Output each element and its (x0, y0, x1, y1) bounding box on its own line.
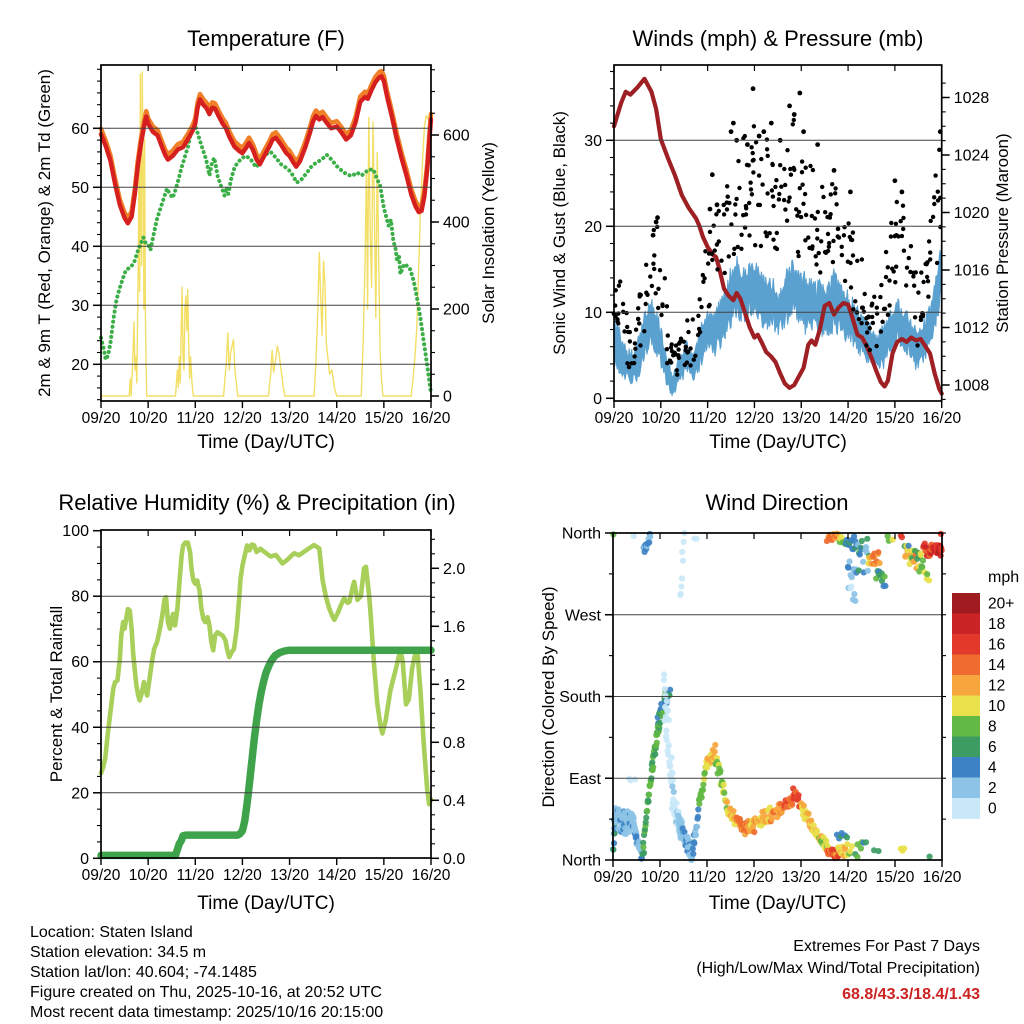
svg-text:30: 30 (71, 297, 89, 315)
pressure-right-axis-label: Station Pressure (Maroon) (993, 133, 1012, 333)
svg-text:0: 0 (988, 800, 997, 818)
svg-text:60: 60 (71, 120, 89, 138)
svg-text:0.0: 0.0 (443, 850, 466, 868)
svg-text:11/20: 11/20 (176, 867, 215, 884)
svg-text:60: 60 (71, 654, 89, 672)
svg-text:400: 400 (443, 214, 470, 232)
direction-x-axis-label: Time (Day/UTC) (708, 893, 847, 914)
wind-direction-panel-title: Wind Direction (705, 490, 849, 515)
svg-text:1024: 1024 (953, 147, 990, 165)
percent-rainfall-axis-label: Percent & Total Rainfall (47, 605, 66, 783)
svg-text:10/20: 10/20 (128, 867, 168, 884)
svg-text:30: 30 (584, 132, 602, 150)
svg-text:0: 0 (443, 388, 452, 406)
svg-text:20: 20 (584, 218, 602, 236)
svg-text:6: 6 (988, 738, 997, 756)
humidity-precip-panel-title: Relative Humidity (%) & Precipitation (in) (58, 490, 456, 515)
svg-text:40: 40 (71, 238, 89, 256)
svg-text:11/20: 11/20 (176, 410, 215, 427)
svg-text:13/20: 13/20 (270, 410, 309, 427)
direction-axis-label: Direction (Colored By Speed) (539, 586, 558, 808)
svg-text:1028: 1028 (953, 90, 990, 107)
svg-text:16/20: 16/20 (922, 410, 962, 427)
svg-text:1016: 1016 (953, 262, 990, 280)
svg-text:16/20: 16/20 (411, 410, 451, 427)
data-timestamp-text: Most recent data timestamp: 2025/10/16 20:15:00 (30, 1004, 384, 1021)
figure-created-text: Figure created on Thu, 2025-10-16, at 20:52 UTC (30, 984, 382, 1001)
svg-text:1008: 1008 (953, 377, 990, 395)
svg-text:1020: 1020 (953, 205, 990, 222)
humidity-precip-panel-graphics (101, 542, 431, 855)
temperature-panel-graphics (101, 71, 431, 396)
wind-left-axis-label: Sonic Wind & Gust (Blue, Black) (550, 111, 569, 355)
winds-x-axis-label: Time (Day/UTC) (709, 432, 847, 453)
svg-text:18: 18 (988, 615, 1006, 633)
svg-text:16/20: 16/20 (922, 869, 962, 886)
svg-text:1.2: 1.2 (443, 676, 466, 694)
svg-text:0.4: 0.4 (443, 792, 466, 810)
svg-text:1012: 1012 (953, 320, 990, 337)
svg-text:8: 8 (988, 718, 997, 736)
svg-text:14/20: 14/20 (317, 867, 357, 884)
svg-text:13/20: 13/20 (270, 867, 309, 884)
svg-text:14/20: 14/20 (828, 869, 868, 886)
svg-text:13/20: 13/20 (781, 410, 821, 427)
svg-text:0: 0 (593, 390, 602, 408)
svg-text:1.6: 1.6 (443, 618, 466, 636)
svg-text:2.0: 2.0 (443, 560, 466, 578)
svg-text:13/20: 13/20 (781, 869, 821, 886)
svg-text:10/20: 10/20 (128, 410, 168, 427)
svg-text:09/20: 09/20 (594, 410, 634, 427)
svg-text:0.8: 0.8 (443, 734, 466, 752)
svg-text:North: North (561, 852, 601, 870)
svg-text:11/20: 11/20 (688, 869, 726, 886)
svg-text:40: 40 (71, 719, 89, 737)
svg-text:2: 2 (988, 779, 997, 797)
svg-text:16: 16 (988, 636, 1006, 654)
winds-axes (584, 65, 989, 427)
svg-text:50: 50 (71, 179, 89, 197)
svg-text:16/20: 16/20 (411, 867, 451, 884)
svg-text:14/20: 14/20 (828, 410, 868, 427)
winds-pressure-panel-title: Winds (mph) & Pressure (mb) (632, 26, 924, 51)
svg-text:600: 600 (443, 127, 470, 145)
svg-text:10: 10 (988, 697, 1006, 715)
station-elevation-text: Station elevation: 34.5 m (30, 944, 207, 961)
svg-text:15/20: 15/20 (364, 867, 404, 884)
svg-text:12/20: 12/20 (734, 869, 774, 886)
temp-x-axis-label: Time (Day/UTC) (197, 432, 335, 453)
svg-text:100: 100 (62, 523, 89, 541)
svg-text:West: West (564, 607, 601, 625)
svg-text:10: 10 (584, 304, 602, 322)
temperature-panel-title: Temperature (F) (187, 26, 345, 51)
svg-text:11/20: 11/20 (688, 410, 727, 427)
extremes-subtitle-text: (High/Low/Max Wind/Total Precipitation) (696, 960, 980, 977)
svg-text:North: North (561, 525, 601, 543)
temp-left-axis-label: 2m & 9m T (Red, Orange) & 2m Td (Green) (35, 69, 54, 397)
speed-colorbar (952, 593, 1014, 819)
svg-text:20: 20 (71, 356, 89, 374)
svg-text:80: 80 (71, 588, 89, 606)
svg-text:15/20: 15/20 (875, 869, 915, 886)
svg-text:4: 4 (988, 759, 997, 777)
svg-text:10/20: 10/20 (641, 410, 681, 427)
svg-text:200: 200 (443, 301, 470, 319)
svg-text:10/20: 10/20 (640, 869, 680, 886)
svg-text:0: 0 (80, 850, 89, 868)
svg-text:09/20: 09/20 (593, 869, 633, 886)
svg-text:12/20: 12/20 (223, 867, 262, 884)
svg-text:12/20: 12/20 (735, 410, 774, 427)
svg-text:20+: 20+ (988, 595, 1015, 613)
station-location-text: Location: Staten Island (30, 924, 193, 941)
colorbar-units-label: mph (988, 569, 1020, 586)
svg-text:20: 20 (71, 785, 89, 803)
svg-text:09/20: 09/20 (81, 410, 121, 427)
svg-text:12: 12 (988, 677, 1006, 695)
svg-text:15/20: 15/20 (364, 410, 404, 427)
humidity-x-axis-label: Time (Day/UTC) (197, 893, 335, 914)
svg-text:15/20: 15/20 (875, 410, 915, 427)
svg-text:09/20: 09/20 (81, 867, 121, 884)
station-latlon-text: Station lat/lon: 40.604; -74.1485 (30, 964, 257, 981)
svg-text:12/20: 12/20 (223, 410, 262, 427)
svg-text:14/20: 14/20 (317, 410, 357, 427)
svg-text:South: South (559, 689, 601, 707)
extremes-values-text: 68.8/43.3/18.4/1.43 (842, 986, 980, 1003)
svg-text:14: 14 (988, 656, 1006, 674)
svg-text:East: East (568, 770, 601, 788)
extremes-title-text: Extremes For Past 7 Days (793, 938, 980, 955)
solar-right-axis-label: Solar Insolation (Yellow) (479, 142, 498, 324)
